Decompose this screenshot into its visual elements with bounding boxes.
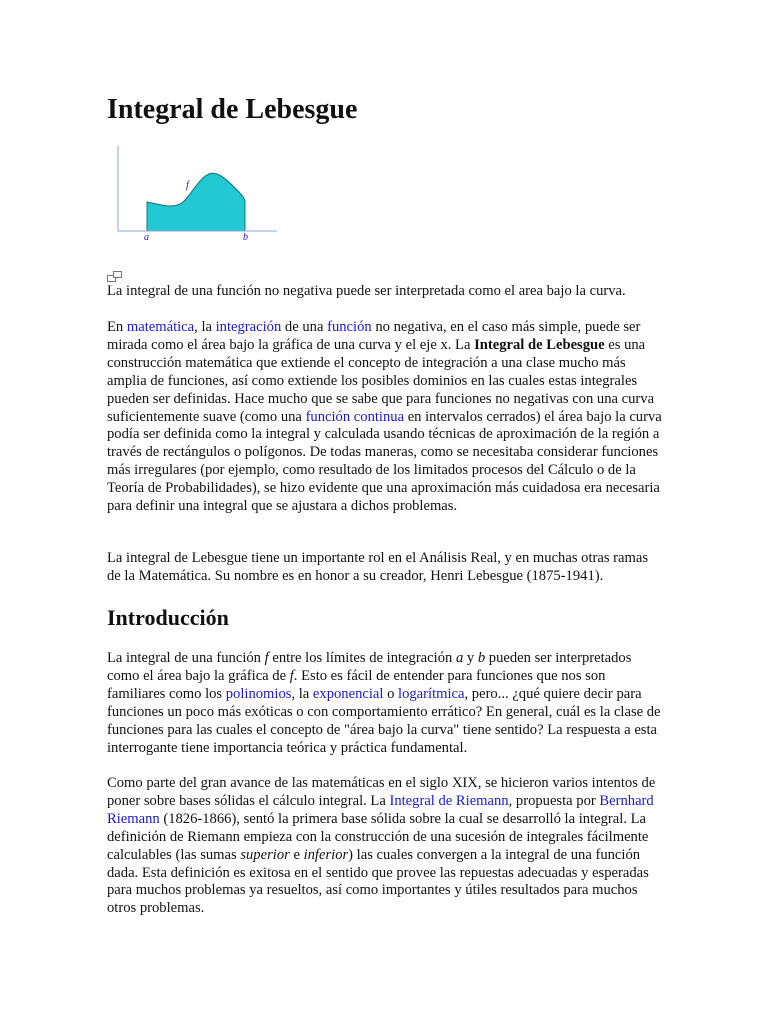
text-run: y [463, 650, 478, 666]
magnify-clip-icon[interactable] [107, 271, 123, 283]
introduccion-paragraph-2 [107, 775, 662, 918]
text-run: o [383, 685, 399, 702]
link-integral-riemann[interactable]: Integral de Riemann [389, 792, 509, 809]
text-run: Como parte del gran avance de las matemáticas en el siglo XIX, se hicieron varios intentos de poner sobre bases sólidas el cálculo integral. La [107, 775, 656, 809]
text-run: , propuesta por [508, 792, 600, 809]
link-funcion-continua[interactable]: función continua [305, 408, 405, 425]
introduccion-paragraph-1 [107, 650, 662, 757]
text-run: La integral de una función [107, 650, 265, 666]
link-funcion[interactable]: función [327, 319, 372, 335]
text-run: no negativa, en el caso más simple, puede ser mirada como el área bajo la gráfica de una curva y el eje x. La [107, 319, 641, 353]
link-integracion[interactable]: integración [215, 319, 282, 335]
rol-paragraph: La integral de Lebesgue tiene un importante rol en el Análisis Real, y en muchas otras ramas de la Matemática. Su nombre es en honor a su creador, Henri Lebesgue (1875-1941). [107, 550, 649, 584]
text-run: entre los límites de integración [268, 650, 456, 666]
text-run: , pero... ¿qué quiere decir para funciones un poco más exóticas o con comportamiento errático? En general, cuál es la clase de funciones para las cuales el concepto de "área bajo la curva" tiene sentido? La respuesta a esta interrogante tiene importancia teórica y práctica fundamental. [107, 685, 661, 756]
italic-term: a [455, 650, 464, 666]
italic-term: inferior [303, 846, 349, 863]
text-run: de una [281, 319, 328, 335]
text-run: , la [291, 685, 313, 702]
section-heading: Introducción [107, 605, 229, 630]
link-matematica[interactable]: matemática [126, 319, 195, 335]
area-under-curve-fill [147, 173, 245, 231]
italic-term: f [264, 650, 269, 666]
italic-term: f [289, 667, 294, 684]
text-run: ) las cuales convergen a la integral de una función dada. Esta definición es exitosa en el sentido que provee las repuestas adecuadas y esperadas para muchos problemas ya resueltos, así como importantes y útiles resultados para muchos otros problemas. [107, 846, 649, 917]
intro-paragraph [107, 319, 662, 516]
bold-term: Integral de Lebesgue [474, 336, 605, 353]
text-run: En [107, 319, 127, 335]
link-logaritmica[interactable]: logarítmica [398, 685, 465, 702]
italic-term: superior [240, 846, 290, 863]
area-under-curve-figure [107, 140, 297, 250]
label-a: a [144, 232, 149, 243]
text-run: (1826-1866), sentó la primera base sólida sobre la cual se desarrolló la integral. La definición de Riemann empieza con la construcción de una sucesión de integrales fácilmente calculables (las sumas [107, 810, 649, 863]
text-run: e [289, 846, 304, 863]
text-run: . Esto es fácil de entender para funciones que nos son familiares como los [107, 667, 606, 702]
italic-term: b [477, 650, 486, 666]
text-run: es una construcción matemática que extiende el concepto de integración a una clase mucho más amplia de funciones, así como extiende los posibles dominios en las cuales estas integrales pueden ser definidas. Hace mucho que se sabe que para funciones no negativas con una curva suficientemente suave (como una [107, 336, 655, 425]
text-run: pueden ser interpretados como el área bajo la gráfica de [107, 650, 632, 684]
text-run: , la [194, 319, 216, 335]
figure-caption: La integral de una función no negativa puede ser interpretada como el area bajo la curva. [107, 283, 626, 299]
page-title: Integral de Lebesgue [107, 94, 358, 125]
label-b: b [243, 232, 248, 243]
text-run: en intervalos cerrados) el área bajo la curva podía ser definida como la integral y calculada usando técnicas de aproximación de la región a través de rectángulos o polígonos. De todas maneras, como se necesitaba considerar funciones más irregulares (por ejemplo, como resultado de los limitados procesos del Cálculo o de la Teoría de Probabilidades), se hizo evidente que una aproximación más cuidadosa era necesaria para definir una integral que se ajustara a dichos problemas. [107, 408, 662, 515]
link-bernhard-riemann[interactable]: Bernhard Riemann [107, 792, 654, 827]
link-exponencial[interactable]: exponencial [312, 685, 384, 702]
link-polinomios[interactable]: polinomios [225, 685, 292, 702]
label-f: f [186, 180, 189, 191]
